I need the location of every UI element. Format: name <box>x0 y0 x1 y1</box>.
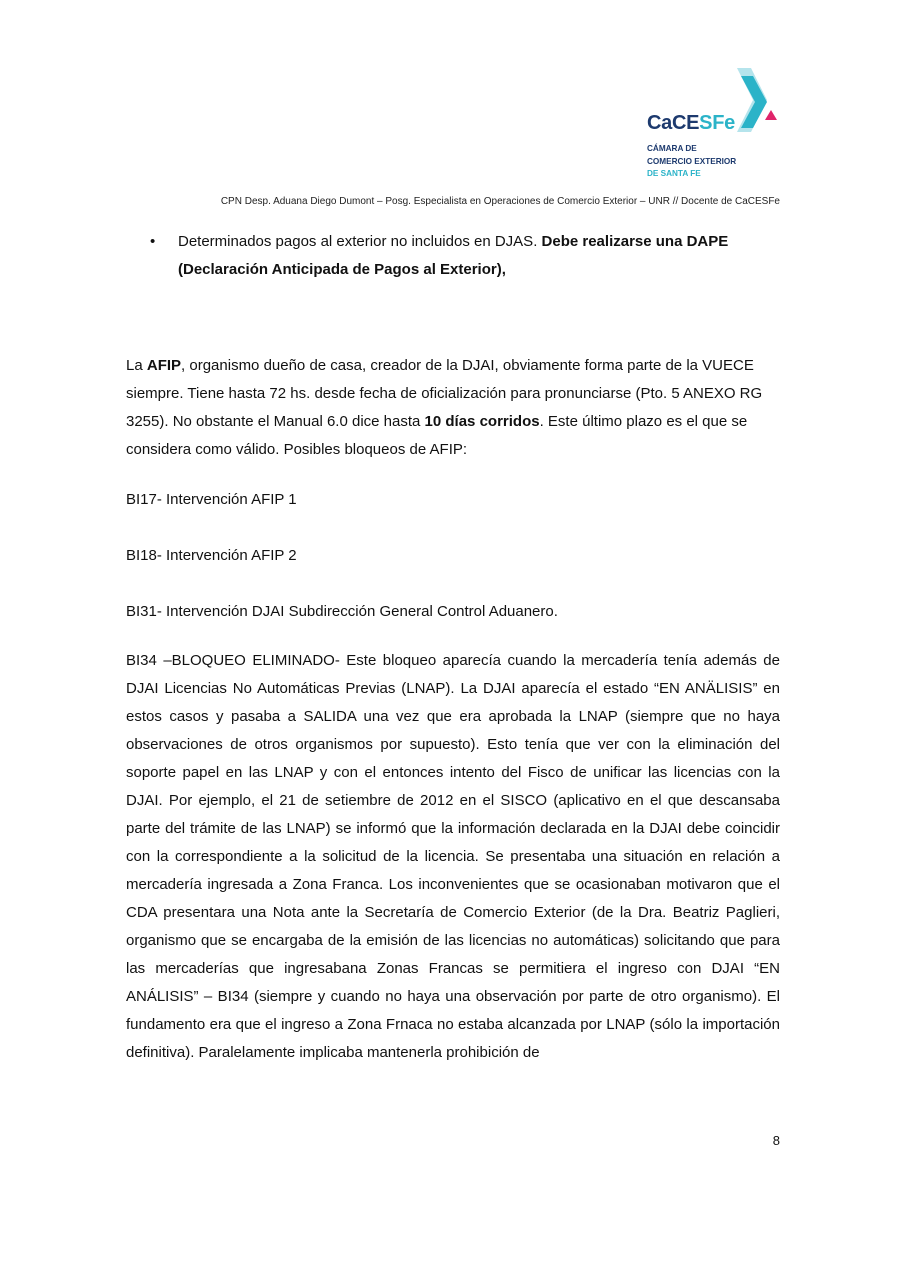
bullet-icon: • <box>150 233 156 250</box>
chevron-logo-icon <box>737 68 781 134</box>
bullet-item <box>150 228 780 284</box>
block-item-bi18: BI18- Intervención AFIP 2 <box>126 547 297 564</box>
block-item-bi31: BI31- Intervención DJAI Subdirección General Control Aduanero. <box>126 603 558 620</box>
page-header: CPN Desp. Aduana Diego Dumont – Posg. Especialista en Operaciones de Comercio Exterior – UNR // Docente de CaCESFe <box>220 196 780 207</box>
bullet-text: Determinados pagos al exterior no incluidos en DJAS. Debe realizarse una DAPE (Declaración Anticipada de Pagos al Exterior), <box>178 233 729 278</box>
logo-subtitle: CÁMARA DE COMERCIO EXTERIOR DE SANTA FE <box>647 144 737 178</box>
cacesfe-logo <box>645 68 785 186</box>
page-number: 8 <box>772 1133 780 1148</box>
logo-brand-name: CaCESFe <box>647 112 735 134</box>
paragraph-afip: La AFIP, organismo dueño de casa, creador de la DJAI, obviamente forma parte de la VUECE siempre. Tiene hasta 72 hs. desde fecha de oficialización para pronunciarse (Pto. 5 ANEXO RG 3255). No obstante el Manual 6.0 dice hasta 10 días corridos. Este último plazo es el que se considera como válido. Posibles bloqueos de AFIP: <box>126 357 763 458</box>
block-item-bi17: BI17- Intervención AFIP 1 <box>126 491 297 508</box>
paragraph-bi34: BI34 –BLOQUEO ELIMINADO- Este bloqueo aparecía cuando la mercadería tenía además de DJAI Licencias No Automáticas Previas (LNAP). La DJAI aparecía el estado “EN ANÄLISIS” en estos casos y pasaba a SALIDA una vez que era aprobada la LNAP (siempre que no haya observaciones de otros organismos por supuesto). Esto tenía que ver con la eliminación del soporte papel en las LNAP y con el entonces intento del Fisco de unificar las licencias con la DJAI. Por ejemplo, el 21 de setiembre de 2012 en el SISCO (aplicativo en el que descansaba parte del trámite de las LNAP) se informó que la información declarada en la DJAI debe coincidir con la correspondiente a la solicitud de la licencia. Se presentaba una situación en relación a mercadería ingresada a Zona Franca. Los inconvenientes que se ocasionaban motivaron que el CDA presentara una Nota ante la Secretaría de Comercio Exterior (de la Dra. Beatriz Paglieri, organismo que se encargaba de la emisión de las licencias no automáticas) solicitando que para las mercaderías que ingresabana Zonas Francas se permitiera el ingreso con DJAI “EN ANÁLISIS” – BI34 (siempre y cuando no haya una observación por parte de otro organismo). El fundamento era que el ingreso a Zona Frnaca no estaba alcanzada por LNAP (sólo la importación definitiva). Paralelamente implicaba mantenerla prohibición de <box>126 652 780 1061</box>
